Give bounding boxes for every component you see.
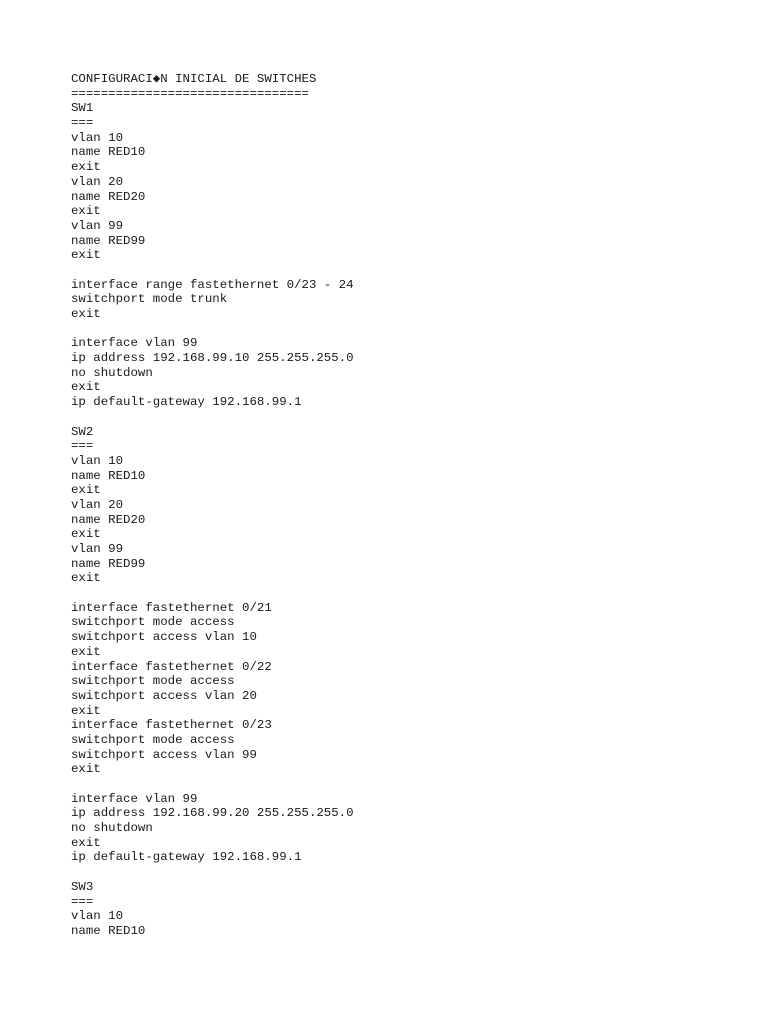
document-text bbox=[71, 72, 354, 939]
document-line bbox=[71, 410, 354, 425]
document-line: vlan 10 bbox=[71, 130, 124, 145]
document-line bbox=[71, 322, 354, 337]
document-line: interface range fastethernet 0/23 - 24 bbox=[71, 277, 354, 292]
document-line: switchport mode access bbox=[71, 732, 235, 747]
document-line bbox=[71, 777, 354, 792]
document-line: name RED20 bbox=[71, 512, 146, 527]
document-line bbox=[71, 586, 354, 601]
document-line: interface vlan 99 bbox=[71, 791, 198, 806]
document-line: name RED99 bbox=[71, 233, 146, 248]
document-line: switchport access vlan 10 bbox=[71, 630, 257, 645]
document-line: ip address 192.168.99.20 255.255.255.0 bbox=[71, 806, 354, 821]
document-line: exit bbox=[71, 571, 101, 586]
document-line: switchport mode access bbox=[71, 615, 235, 630]
document-line: name RED10 bbox=[71, 145, 146, 160]
document-line: ================================ bbox=[71, 86, 309, 101]
document-line: interface vlan 99 bbox=[71, 336, 198, 351]
document-line: SW3 bbox=[71, 879, 94, 894]
document-line: SW1 bbox=[71, 101, 94, 116]
document-line: exit bbox=[71, 248, 101, 263]
document-line: switchport mode access bbox=[71, 674, 235, 689]
document-line: switchport access vlan 20 bbox=[71, 688, 257, 703]
document-line: exit bbox=[71, 644, 101, 659]
document-line: ip address 192.168.99.10 255.255.255.0 bbox=[71, 351, 354, 366]
document-line: name RED99 bbox=[71, 556, 146, 571]
document-line bbox=[71, 263, 354, 278]
document-line: === bbox=[71, 116, 94, 131]
document-line: exit bbox=[71, 703, 101, 718]
document-line: interface fastethernet 0/23 bbox=[71, 718, 272, 733]
document-line: exit bbox=[71, 307, 101, 321]
document-line: exit bbox=[71, 380, 101, 395]
document-line: CONFIGURACI◆N INICIAL DE SWITCHES bbox=[71, 72, 317, 86]
document-line: vlan 99 bbox=[71, 218, 124, 233]
document-line: no shutdown bbox=[71, 365, 153, 380]
document-line: switchport mode trunk bbox=[71, 292, 228, 307]
document-line: exit bbox=[71, 204, 101, 219]
document-line: vlan 99 bbox=[71, 542, 124, 556]
document-line: no shutdown bbox=[71, 821, 153, 836]
document-line: === bbox=[71, 439, 94, 454]
document-line: name RED10 bbox=[71, 468, 146, 483]
document-line: SW2 bbox=[71, 424, 94, 439]
document-line: exit bbox=[71, 835, 101, 850]
document-line: switchport access vlan 99 bbox=[71, 747, 257, 762]
document-line: name RED20 bbox=[71, 189, 146, 204]
document-line: ip default-gateway 192.168.99.1 bbox=[71, 850, 302, 865]
document-line: vlan 20 bbox=[71, 497, 124, 512]
document-line: vlan 10 bbox=[71, 909, 124, 924]
document-line: vlan 10 bbox=[71, 453, 124, 468]
document-line: === bbox=[71, 894, 94, 909]
document-line: exit bbox=[71, 483, 101, 498]
document-line: exit bbox=[71, 160, 101, 175]
document-line: exit bbox=[71, 762, 101, 777]
document-line: exit bbox=[71, 527, 101, 542]
document-line: name RED10 bbox=[71, 923, 146, 938]
document-line bbox=[71, 865, 354, 880]
document-line: interface fastethernet 0/21 bbox=[71, 600, 272, 615]
document-line: ip default-gateway 192.168.99.1 bbox=[71, 395, 302, 410]
document-line: vlan 20 bbox=[71, 174, 124, 189]
document-line: interface fastethernet 0/22 bbox=[71, 659, 272, 674]
